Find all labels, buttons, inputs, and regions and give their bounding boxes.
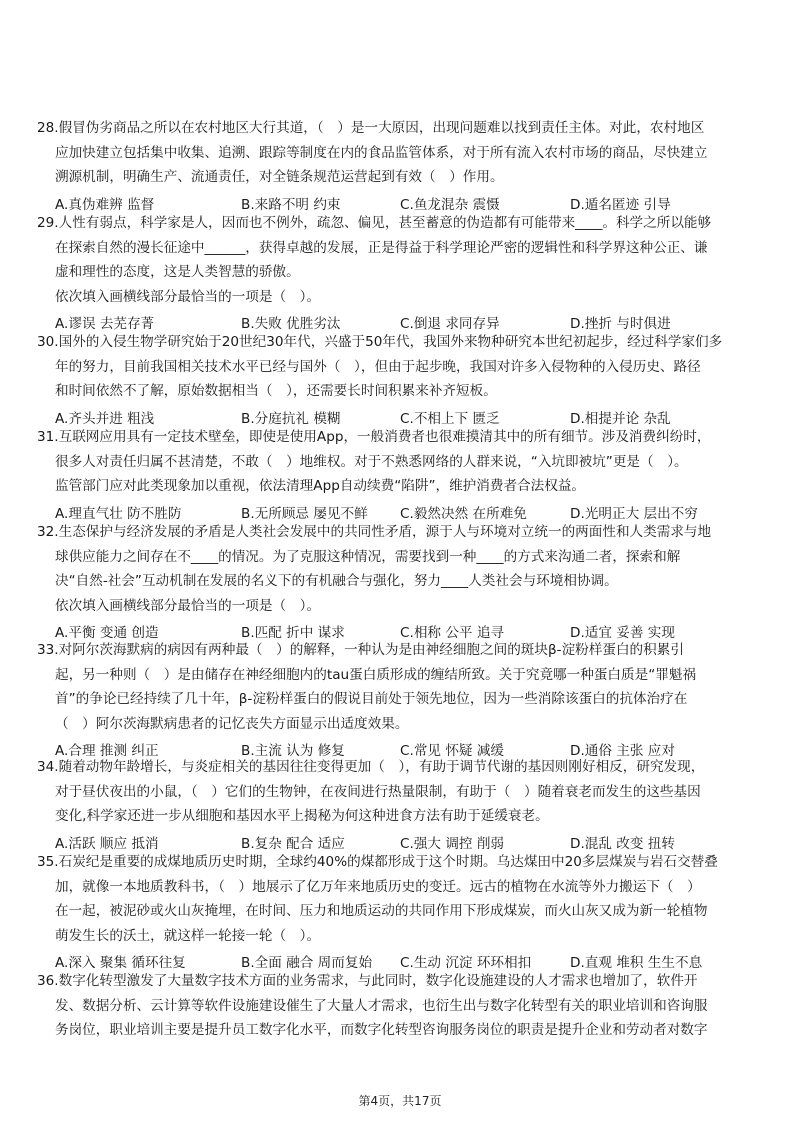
answer-option-b: B.复杂 配合 适应: [241, 835, 345, 852]
question-35: [37, 850, 767, 976]
question-text-line: 虚和理性的态度，这是人类智慧的骄傲。: [55, 264, 300, 280]
answer-option-d: D.直观 堆积 生生不息: [570, 955, 703, 971]
question-text-line: 28.假冒伪劣商品之所以在农村地区大行其道，（ ）是一大原因，出现问题难以找到责任主体。对此，农村地区: [37, 120, 705, 136]
question-text-line: 30.国外的入侵生物学研究始于20世纪30年代，兴盛于50年代，我国外来物种研究本世纪初起步，经过科学家们多: [37, 334, 723, 350]
answer-option-a: A.活跃 顺应 抵消: [55, 835, 159, 852]
answer-option-d: D.通俗 主张 应对: [570, 743, 675, 759]
question-text-line: 36.数字化转型激发了大量数字技术方面的业务需求，与此同时，数字化设施建设的人才需求也增加了，软件开: [37, 973, 698, 989]
question-text-line: 变化,科学家还进一步从细胞和基因水平上揭秘为何这种进食方法有助于延缓衰老。: [55, 808, 549, 824]
question-34: [37, 755, 767, 856]
answer-option-c: C.不相上下 匮乏: [400, 410, 500, 427]
answer-option-c: C.相称 公平 追寻: [400, 625, 505, 641]
question-text-line: 发、数据分析、云计算等软件设施建设催生了大量人才需求，也衍生出与数字化转型有关的职业培训和咨询服: [55, 997, 708, 1014]
question-text-line: 和时间依然不了解，原始数据相当（ ），还需要长时间积累来补齐短板。: [55, 383, 497, 399]
answer-option-b: B.来路不明 约束: [241, 196, 341, 213]
question-text-line: 监管部门应对此类现象加以重视，依法清理App自动续费“陷阱”，维护消费者合法权益。: [55, 478, 586, 494]
question-31: [37, 425, 767, 526]
question-text-line: （ ）阿尔茨海默病患者的记忆丧失方面显示出适度效果。: [55, 715, 409, 732]
answer-option-b: B.主流 认为 修复: [241, 743, 345, 759]
question-32: [37, 520, 767, 646]
answer-option-a: A.理直气壮 防不胜防: [55, 505, 182, 522]
answer-option-d: D.光明正大 层出不穷: [570, 505, 698, 522]
answer-option-a: A.谬误 去芜存菁: [55, 316, 155, 332]
answer-option-c: C.生动 沉淀 环环相扣: [400, 955, 532, 971]
answer-option-a: A.真伪难辨 监督: [55, 196, 155, 213]
question-text-line: 33.对阿尔茨海默病的病因有两种最（ ）的解释，一种认为是由神经细胞之间的斑块β-淀粉样蛋白的积累引: [37, 642, 684, 658]
answer-option-c: C.鱼龙混杂 震慑: [400, 196, 500, 213]
answer-option-a: A.合理 推测 纠正: [55, 743, 159, 759]
question-29: [37, 211, 767, 337]
question-28: [37, 116, 767, 217]
question-text-line: 在一起，被泥砂或火山灰掩埋，在时间、压力和地质运动的共同作用下形成煤炭，而火山灰又成为新一轮植物: [55, 903, 708, 919]
question-36: [37, 969, 767, 1043]
answer-option-c: C.强大 调控 削弱: [400, 835, 505, 852]
question-text-line: 35.石炭纪是重要的成煤地质历史时期，全球约40%的煤都形成于这个时期。乌达煤田中20多层煤炭与岩石交替叠: [37, 854, 718, 870]
question-text-line: 球供应能力之间存在不____的情况。为了克服这种情况，需要找到一种____的方式来沟通二者，探索和解: [55, 548, 681, 565]
question-33: [37, 638, 767, 764]
answer-option-d: D.混乱 改变 扭转: [570, 835, 675, 852]
question-text-line: 32.生态保护与经济发展的矛盾是人类社会发展中的共同性矛盾，源于人与环境对立统一的两面性和人类需求与地: [37, 524, 712, 540]
question-text-line: 在探索自然的漫长征途中______，获得卓越的发展，正是得益于科学理论严密的逻辑性和科学界这种公正、谦: [55, 239, 708, 256]
answer-option-a: A.平衡 变通 创造: [55, 625, 159, 641]
question-text-line: 依次填入画横线部分最恰当的一项是（ ）。: [55, 288, 321, 305]
question-text-line: 加，就像一本地质教科书，（ ）地展示了亿万年来地质历史的变迁。远古的植物在水流等外力搬运下（ ）: [55, 878, 701, 895]
question-text-line: 萌发生长的沃土，就这样一轮接一轮（ ）。: [55, 927, 321, 944]
answer-option-c: C.常见 怀疑 减缓: [400, 743, 505, 759]
question-text-line: 31.互联网应用具有一定技术壁垒，即使是使用App，一般消费者也很难摸清其中的所有细节。涉及消费纠纷时，: [37, 429, 711, 445]
question-text-line: 依次填入画横线部分最恰当的一项是（ ）。: [55, 597, 321, 614]
question-text-line: 决“自然-社会”互动机制在发展的名义下的有机融合与强化，努力____人类社会与环境相协调。: [55, 573, 618, 589]
answer-option-c: C.毅然决然 在所难免: [400, 505, 527, 522]
question-text-line: 溯源机制，明确生产、流通责任，对全链条规范运营起到有效（ ）作用。: [55, 169, 504, 185]
page-number-footer: 第4页，共17页: [358, 1094, 442, 1108]
question-text-line: 应加快建立包括集中收集、追溯、跟踪等制度在内的食品监管体系，对于所有流入农村市场的商品，尽快建立: [55, 144, 708, 161]
question-text-line: 年的努力，目前我国相关技术水平已经与国外（ ），但由于起步晚，我国对许多入侵物种的入侵历史、路径: [55, 358, 701, 375]
answer-option-b: B.失败 优胜劣汰: [241, 316, 341, 332]
question-text-line: 34.随着动物年龄增长，与炎症相关的基因往往变得更加（ ），有助于调节代谢的基因则刚好相反，研究发现，: [37, 759, 705, 775]
answer-option-c: C.倒退 求同存异: [400, 316, 500, 332]
answer-option-d: D.适宜 妥善 实现: [570, 625, 675, 641]
answer-option-a: A.深入 聚集 循环往复: [55, 955, 186, 971]
answer-option-b: B.无所顾忌 屡见不鲜: [241, 505, 368, 522]
answer-option-d: D.挫折 与时俱进: [570, 316, 671, 332]
question-text-line: 首”的争论已经持续了几十年，β-淀粉样蛋白的假说目前处于领先地位，因为一些消除该蛋白的抗体治疗在: [55, 691, 688, 707]
answer-option-b: B.全面 融合 周而复始: [241, 955, 373, 971]
answer-option-d: D.相提并论 杂乱: [570, 410, 671, 427]
question-30: [37, 330, 767, 431]
answer-option-d: D.遁名匿迹 引导: [570, 196, 671, 213]
question-text-line: 起，另一种则（ ）是由储存在神经细胞内的tau蛋白质形成的缠结所致。关于究竟哪一种蛋白质是“罪魁祸: [55, 666, 697, 683]
answer-option-a: A.齐头并进 粗浅: [55, 410, 155, 427]
answer-option-b: B.匹配 折中 谋求: [241, 625, 345, 641]
question-text-line: 29.人性有弱点，科学家是人，因而也不例外，疏忽、偏见，甚至蓄意的伪造都有可能带来____。科学之所以能够: [37, 215, 712, 231]
answer-option-b: B.分庭抗礼 模糊: [241, 410, 341, 427]
question-text-line: 很多人对责任归属不甚清楚，不敢（ ）地维权。对于不熟悉网络的人群来说，“入坑即被坑”更是（ ）。: [55, 453, 688, 470]
question-text-line: 对于昼伏夜出的小鼠，（ ）它们的生物钟，在夜间进行热量限制，有助于（ ）随着衰老而发生的这些基因: [55, 783, 701, 800]
question-text-line: 务岗位，职业培训主要是提升员工数字化水平，而数字化转型咨询服务岗位的职责是提升企业和劳动者对数字: [55, 1022, 708, 1038]
